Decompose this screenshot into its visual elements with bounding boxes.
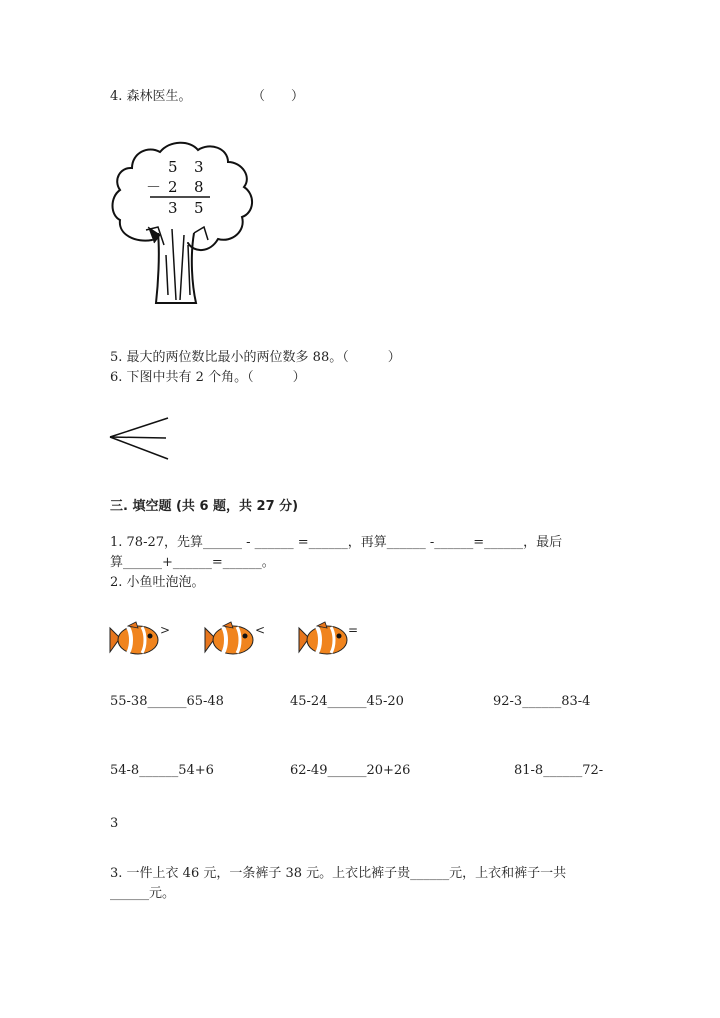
- digit-bot-tens: 3: [168, 199, 178, 217]
- compare-item[interactable]: 54-8______54+6: [110, 763, 214, 778]
- minus-sign: －: [146, 178, 162, 196]
- digit-bot-ones: 5: [194, 199, 204, 217]
- question-4-answer-paren[interactable]: （ ）: [252, 89, 305, 104]
- compare-item-wrap: 3: [110, 816, 119, 831]
- fill-2-title: 2. 小鱼吐泡泡。: [110, 575, 205, 590]
- fish-bubble-2: <: [255, 623, 266, 637]
- digit-mid-tens: 2: [168, 178, 178, 196]
- compare-item[interactable]: 45-24______45-20: [290, 694, 404, 709]
- digit-top-ones: 3: [194, 158, 204, 176]
- fish-illustration-2: [203, 620, 255, 660]
- compare-item[interactable]: 55-38______65-48: [110, 694, 224, 709]
- question-5-text: 5. 最大的两位数比最小的两位数多 88。（ ）: [110, 350, 401, 365]
- fish-bubble-1: >: [160, 623, 171, 637]
- digit-top-tens: 5: [168, 158, 178, 176]
- digit-mid-ones: 8: [194, 178, 204, 196]
- fish-bubble-3: =: [348, 623, 359, 637]
- compare-item[interactable]: 62-49______20+26: [290, 763, 411, 778]
- fill-3-line-1: 3. 一件上衣 46 元，一条裤子 38 元。上衣比裤子贵______元，上衣和裤子一共: [110, 866, 567, 881]
- fish-illustration-1: [108, 620, 160, 660]
- question-6-text: 6. 下图中共有 2 个角。（ ）: [110, 370, 306, 385]
- fill-1-line-2: 算______+______=______。: [110, 555, 275, 570]
- tree-illustration: [108, 135, 263, 310]
- angle-figure: [108, 415, 173, 465]
- compare-item[interactable]: 92-3______83-4: [493, 694, 591, 709]
- section-3-title: 三. 填空题 (共 6 题，共 27 分): [110, 499, 299, 514]
- question-4-text: 4. 森林医生。: [110, 89, 192, 104]
- fish-illustration-3: [297, 620, 349, 660]
- fill-1-line-1: 1. 78-27，先算______ - ______ =______，再算______ -______=______，最后: [110, 535, 563, 550]
- fill-3-line-2: ______元。: [110, 886, 176, 901]
- compare-item[interactable]: 81-8______72-: [514, 763, 604, 778]
